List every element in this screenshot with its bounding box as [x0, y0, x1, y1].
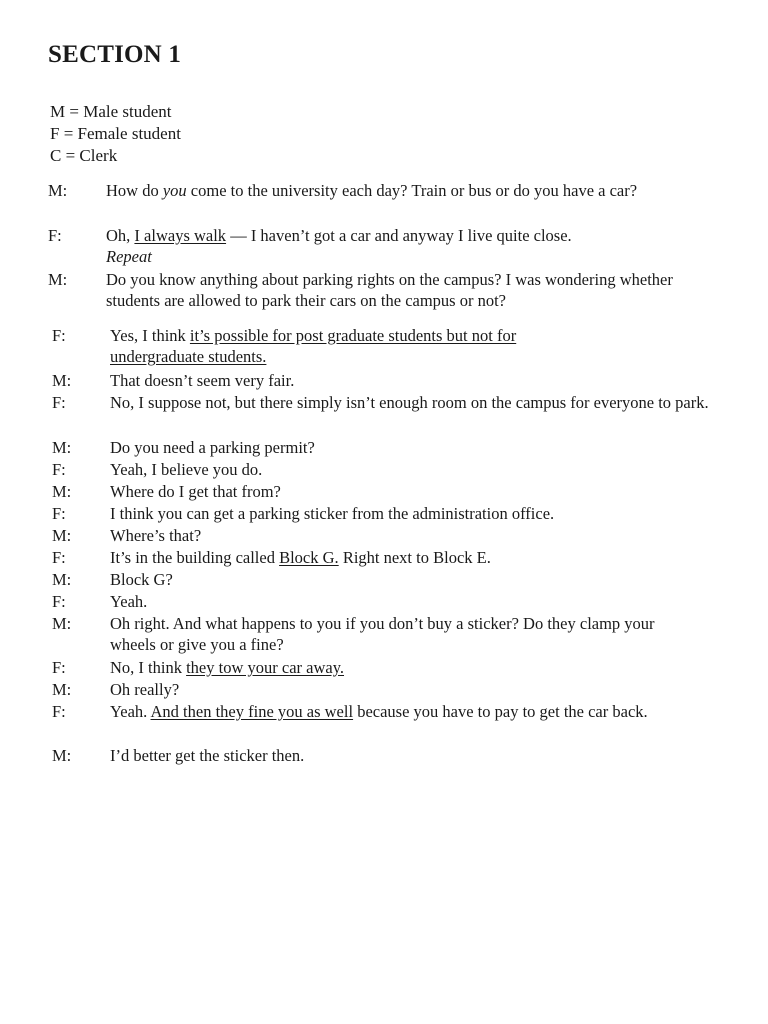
utterance-segment: Do you know anything about parking rights on the campus? I was wondering whether students are allowed to park their cars on the campus or not? [106, 270, 673, 310]
utterance-text [110, 525, 710, 546]
utterance-text [110, 569, 710, 590]
utterance-segment: That doesn’t seem very fair. [110, 371, 295, 390]
legend-line-male: M = Male student [50, 102, 172, 121]
utterance-segment: Block G? [110, 570, 173, 589]
speaker-label: F: [52, 504, 66, 523]
utterance-segment: Oh really? [110, 680, 180, 699]
utterance-text [106, 180, 718, 201]
utterance-segment: because you have to pay to get the car back. [353, 702, 648, 721]
underlined-answer: they tow your car away. [186, 658, 345, 677]
speaker-legend [50, 101, 181, 167]
utterance-text [110, 745, 710, 766]
speaker-label: F: [52, 548, 66, 567]
speaker-label: F: [52, 592, 66, 611]
speaker-label: F: [52, 326, 66, 345]
utterance-segment: come to the university each day? Train or bus or do you have a car? [186, 181, 638, 200]
utterance-text [110, 613, 690, 655]
utterance-segment: Oh, [106, 226, 135, 245]
speaker-label: M: [52, 526, 72, 545]
speaker-label: M: [52, 746, 72, 765]
utterance-text [110, 370, 710, 391]
utterance-text [110, 591, 710, 612]
utterance-segment: Where’s that? [110, 526, 202, 545]
underlined-answer: I always walk [134, 226, 227, 245]
utterance-text [110, 503, 730, 524]
underlined-answer: it’s possible for post graduate students but not for undergraduate students. [110, 326, 517, 366]
utterance-segment: No, I suppose not, but there simply isn’t enough room on the campus for everyone to park. [110, 393, 709, 412]
speaker-label: M: [52, 570, 72, 589]
utterance-segment: Right next to Block E. [338, 548, 491, 567]
utterance-text [106, 225, 718, 267]
utterance-segment: — I haven’t got a car and anyway I live quite close. [226, 226, 572, 245]
utterance-text [110, 701, 730, 722]
utterance-segment: Where do I get that from? [110, 482, 281, 501]
underlined-answer: And then they fine you as well [150, 702, 354, 721]
utterance-segment: How do [106, 181, 163, 200]
utterance-text [110, 657, 710, 678]
speaker-label: M: [48, 181, 68, 200]
utterance-segment: No, I think [110, 658, 187, 677]
utterance-text [110, 459, 710, 480]
utterance-segment: It’s in the building called [110, 548, 280, 567]
utterance-text [110, 392, 722, 413]
utterance-text [110, 679, 710, 700]
utterance-segment: Oh right. And what happens to you if you don’t buy a sticker? Do they clamp your wheels or give you a fine? [110, 614, 655, 654]
speaker-label: M: [52, 482, 72, 501]
utterance-segment: Yes, I think [110, 326, 190, 345]
speaker-label: M: [52, 371, 72, 390]
section-title: SECTION 1 [48, 41, 182, 68]
speaker-label: M: [52, 438, 72, 457]
speaker-label: F: [52, 460, 66, 479]
speaker-label: M: [48, 270, 68, 289]
utterance-segment: Yeah. [110, 702, 151, 721]
legend-line-female: F = Female student [50, 124, 181, 143]
speaker-label: F: [52, 702, 66, 721]
utterance-segment: Yeah, I believe you do. [110, 460, 263, 479]
speaker-label: F: [48, 226, 62, 245]
repeat-note: Repeat [106, 247, 152, 266]
utterance-text [106, 269, 718, 311]
emphasis-text: you [162, 181, 187, 200]
utterance-segment: Yeah. [110, 592, 148, 611]
speaker-label: M: [52, 614, 72, 633]
utterance-text [110, 325, 610, 367]
utterance-segment: Do you need a parking permit? [110, 438, 315, 457]
utterance-text [110, 437, 710, 458]
underlined-answer: Block G. [279, 548, 339, 567]
speaker-label: F: [52, 658, 66, 677]
utterance-text [110, 547, 710, 568]
speaker-label: F: [52, 393, 66, 412]
utterance-segment: I think you can get a parking sticker from the administration office. [110, 504, 555, 523]
utterance-segment: I’d better get the sticker then. [110, 746, 305, 765]
legend-line-clerk: C = Clerk [50, 146, 118, 165]
speaker-label: M: [52, 680, 72, 699]
utterance-text [110, 481, 710, 502]
